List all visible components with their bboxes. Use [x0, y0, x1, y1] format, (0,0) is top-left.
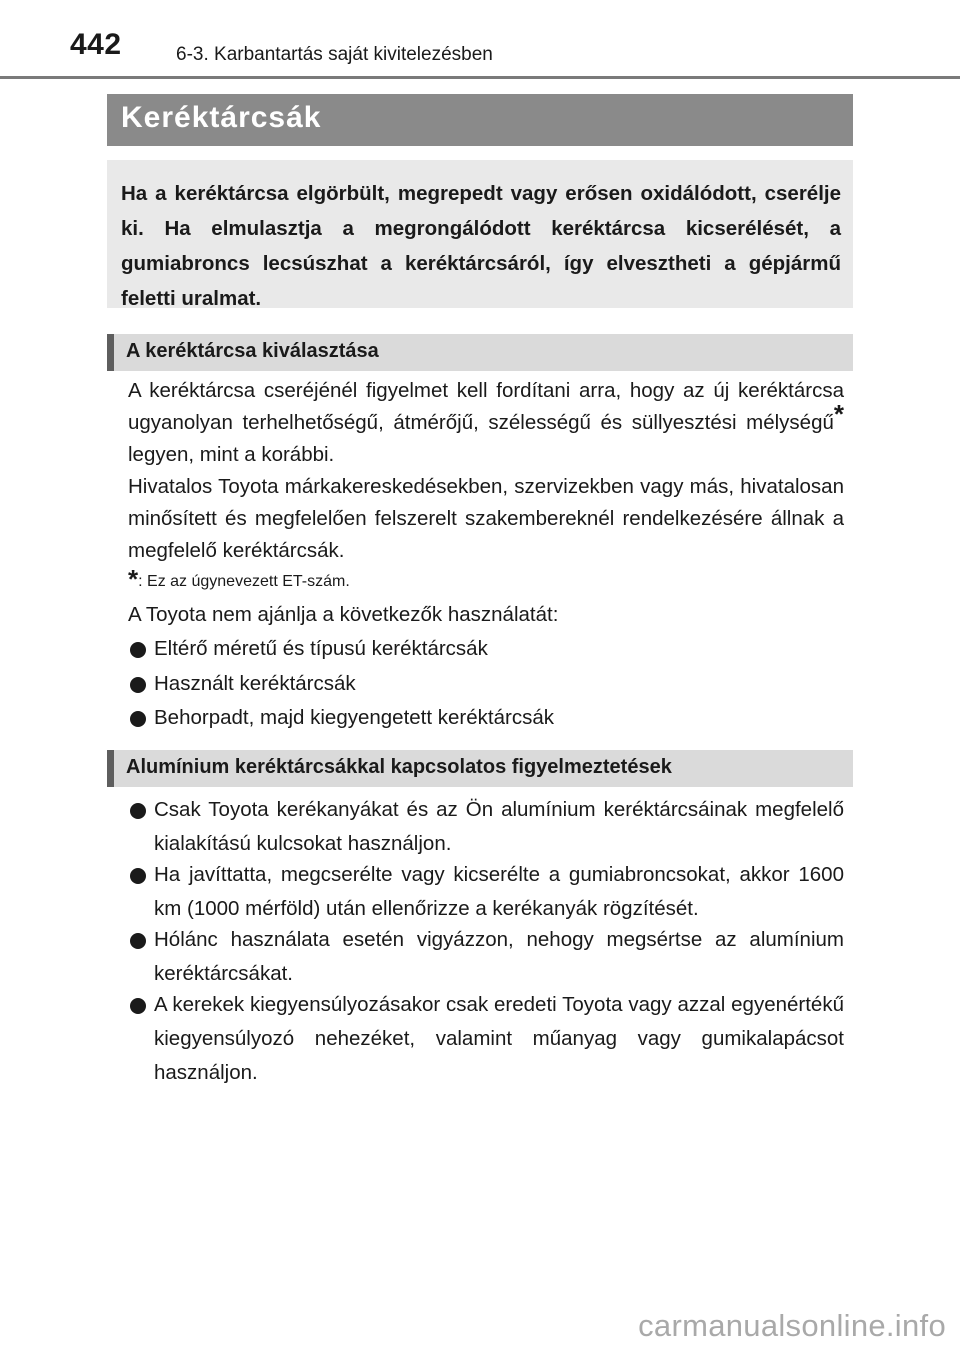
footnote	[128, 562, 350, 593]
subsection-selection-bar	[107, 334, 853, 371]
list-item	[128, 701, 844, 735]
watermark: carmanualsonline.info	[638, 1308, 946, 1343]
bullet-dot-icon	[130, 803, 146, 819]
selection-paragraph-2: Hivatalos Toyota márkakereskedésekben, szervizekben vagy más, hivatalosan minősített és megfelelően felszerelt szakembereknél rendelkezésére állnak a megfelelő keréktárcsák.	[128, 475, 844, 562]
list-item	[128, 667, 844, 701]
list-item-text: Ha javíttatta, megcserélte vagy kicserélte a gumiabroncsokat, akkor 1600 km (1000 mérföld) után ellenőrizze a kerékanyák rögzítését.	[154, 863, 844, 920]
warning-box	[107, 160, 853, 308]
warning-text: Ha a keréktárcsa elgörbült, megrepedt vagy erősen oxidálódott, cserélje ki. Ha elmulasztja a megrongálódott keréktárcsa kicserélését, a gumiabroncs lecsúszhat a keréktárcsáról, így elvesztheti a gépjármű feletti uralmat.	[121, 182, 841, 310]
bullet-dot-icon	[130, 642, 146, 658]
list-item-text: Eltérő méretű és típusú keréktárcsák	[154, 637, 488, 660]
selection-paragraph-1-end: legyen, mint a korábbi.	[128, 443, 335, 466]
selection-paragraph-1	[128, 375, 844, 471]
list-item-text: A kerekek kiegyensúlyozásakor csak eredeti Toyota vagy azzal egyenértékű kiegyensúlyozó nehezéket, valamint műanyag vagy gumikalapácsot használjon.	[154, 993, 844, 1084]
footnote-text: : Ez az úgynevezett ET-szám.	[138, 573, 350, 590]
not-recommended-intro: A Toyota nem ajánlja a következők használatát:	[128, 603, 559, 626]
list-item	[128, 988, 844, 1090]
bullet-dot-icon	[130, 868, 146, 884]
list-item	[128, 632, 844, 666]
section-title: Keréktárcsák	[121, 101, 322, 134]
header-divider	[0, 76, 960, 79]
subsection-aluminum-bar	[107, 750, 853, 787]
section-title-bar	[107, 94, 853, 146]
chapter-title: 6-3. Karbantartás saját kivitelezésben	[176, 44, 493, 65]
bullet-dot-icon	[130, 711, 146, 727]
list-item	[128, 923, 844, 991]
list-item-text: Behorpadt, majd kiegyengetett keréktárcsák	[154, 706, 554, 729]
list-item	[128, 858, 844, 926]
bullet-dot-icon	[130, 998, 146, 1014]
list-item	[128, 793, 844, 861]
bullet-dot-icon	[130, 933, 146, 949]
asterisk-marker: *	[833, 399, 844, 429]
selection-paragraph-1-text: A keréktárcsa cseréjénél figyelmet kell fordítani arra, hogy az új keréktárcsa ugyanolyan terhelhetőségű, átmérőjű, szélességű és süllyesztési mélységű	[128, 379, 844, 434]
list-item-text: Használt keréktárcsák	[154, 672, 356, 695]
selection-body	[128, 375, 844, 567]
bullet-dot-icon	[130, 677, 146, 693]
page-header	[0, 0, 960, 80]
list-item-text: Hólánc használata esetén vigyázzon, nehogy megsértse az alumínium keréktárcsákat.	[154, 928, 844, 985]
subsection-aluminum-title: Alumínium keréktárcsákkal kapcsolatos figyelmeztetések	[126, 756, 672, 778]
subsection-selection-title: A keréktárcsa kiválasztása	[126, 340, 379, 362]
footnote-asterisk: *	[128, 564, 139, 594]
list-item-text: Csak Toyota kerékanyákat és az Ön alumínium keréktárcsáinak megfelelő kialakítású kulcsokat használjon.	[154, 798, 844, 855]
page-number: 442	[70, 28, 122, 61]
